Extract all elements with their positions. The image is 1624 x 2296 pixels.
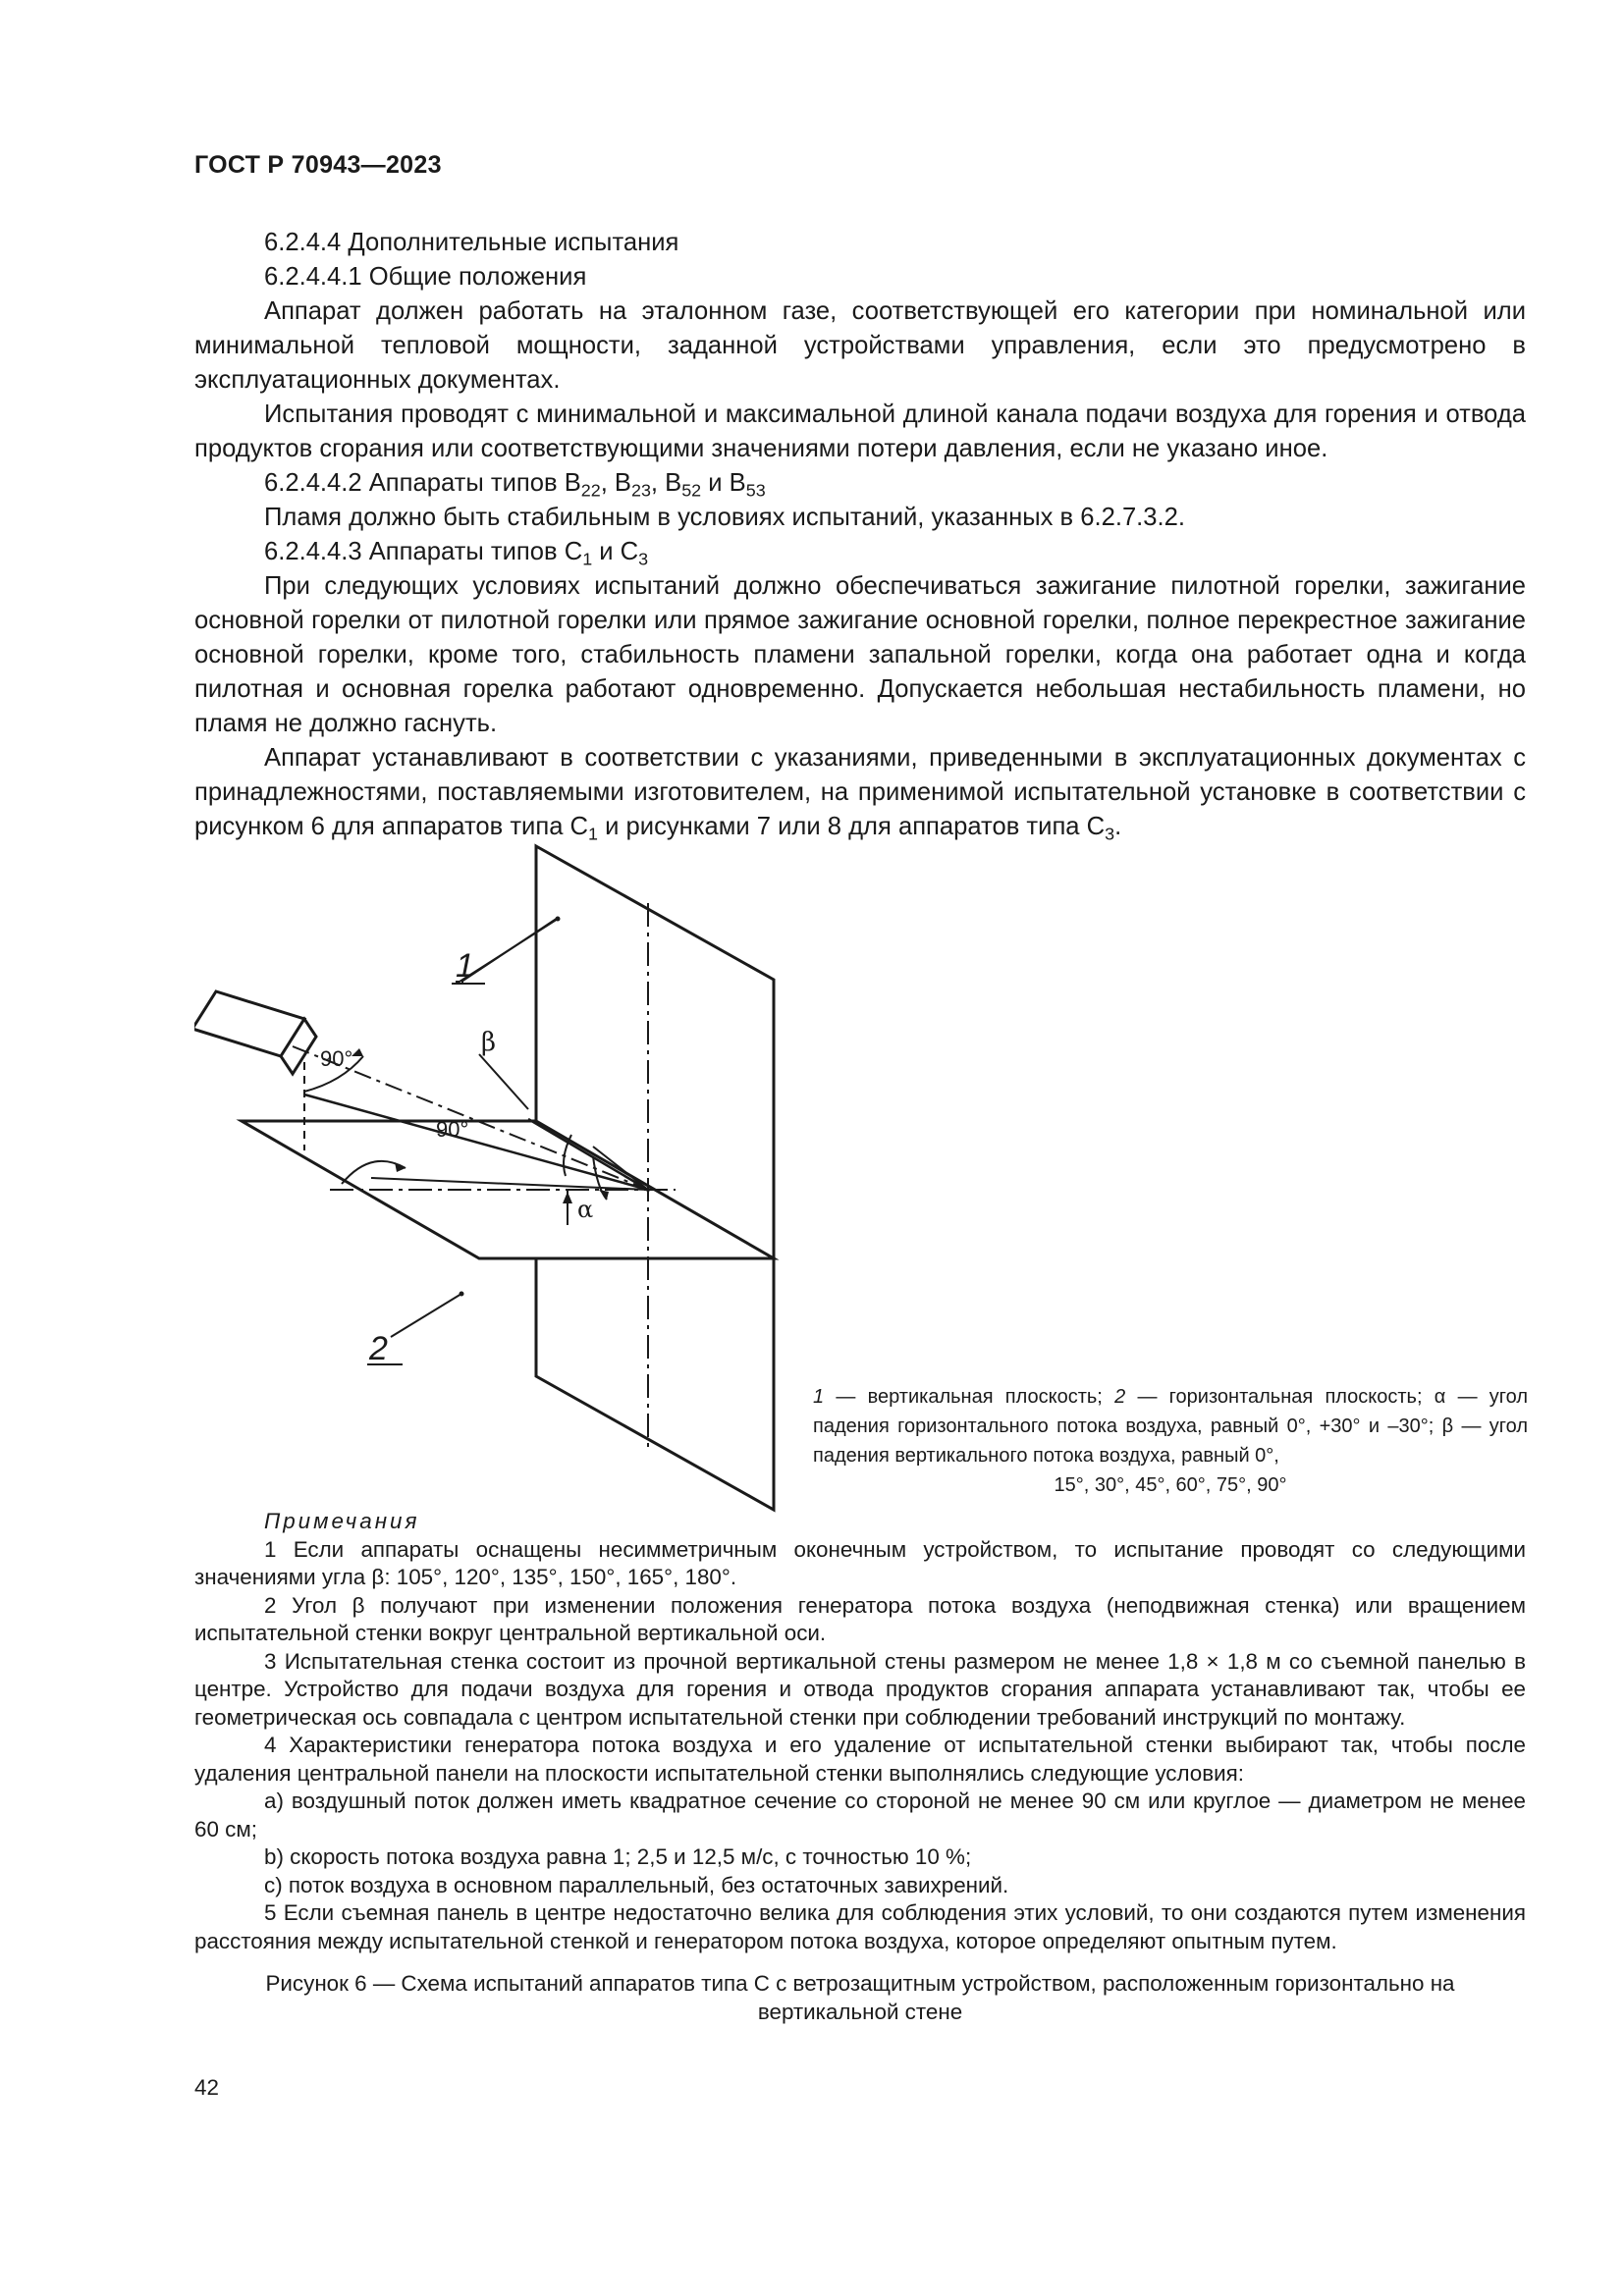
figure-legend: [813, 1382, 1528, 1500]
figure-6: [194, 834, 1529, 1522]
legend-text-2: — горизонтальная плоскость; α — угол падения горизонтального потока воздуха, равный 0°, +30° и –30°; β — угол падения вертикального потока воздуха, равный 0°,: [813, 1386, 1529, 1467]
figure-caption: Рисунок 6 — Схема испытаний аппаратов типа C с ветрозащитным устройством, расположенным горизонтально на вертикальной стене: [265, 1971, 1455, 2024]
note-3: 3 Испытательная стенка состоит из прочной вертикальной стены размером не менее 1,8 × 1,8 м со съемной панелью в центре. Устройство для подачи воздуха для горения и отвода продуктов сгорания аппарата устанавливают так, чтобы ее геометрическая ось совпадала с центром испытательной стенки при соблюдении требований инструкций по монтажу.: [194, 1648, 1526, 1730]
document-header: ГОСТ Р 70943—2023: [194, 151, 442, 179]
note-5: 5 Если съемная панель в центре недостаточно велика для соблюдения этих условий, то они создаются путем изменения расстояния между испытательной стенкой и генератором потока воздуха, которое определяют опытным путем.: [194, 1900, 1526, 1953]
section-6-2-4-4-2: 6.2.4.4.2 Аппараты типов $B_{22}$, $B_{23}$, $B_{52}$ и $B_{53}$: [264, 469, 766, 501]
label-angle-90-top: 90°: [320, 1046, 353, 1071]
label-beta: β: [481, 1028, 497, 1057]
paragraph-flame-stability: Пламя должно быть стабильным в условиях испытаний, указанных в 6.2.7.3.2.: [264, 504, 1185, 531]
label-plane-2: 2: [369, 1330, 388, 1367]
legend-number-2: 2: [1114, 1386, 1126, 1408]
note-4-a: a) воздушный поток должен иметь квадратное сечение со стороной не менее 90 см или круглое — диаметром не менее 60 см;: [194, 1789, 1526, 1842]
focus-point: [646, 1188, 650, 1192]
body-text: [194, 226, 1526, 844]
note-4-b: b) скорость потока воздуха равна 1; 2,5 и 12,5 м/с, с точностью 10 %;: [264, 1844, 972, 1869]
legend-text-1: — вертикальная плоскость;: [824, 1386, 1115, 1408]
notes-title: Примечания: [264, 1509, 420, 1533]
note-1: 1 Если аппараты оснащены несимметричным оконечным устройством, то испытание проводят со следующими значениями угла β: 105°, 120°, 135°, 150°, 165°, 180°.: [194, 1536, 1526, 1589]
notes-section: [194, 1508, 1526, 1955]
paragraph-ignition-conditions: При следующих условиях испытаний должно обеспечиваться зажигание пилотной горелки, зажигание основной горелки от пилотной горелки или прямое зажигание основной горелки, полное перекрестное зажигание основной горелки, кроме того, стабильность пламени запальной горелки, когда она работает одна и когда пилотная и основная горелка работают одновременно. Допускается небольшая нестабильность пламени, но пламя не должно гаснуть.: [194, 572, 1526, 737]
page-number: 42: [194, 2075, 219, 2100]
legend-number-1: 1: [813, 1386, 825, 1408]
section-6-2-4-4-3: 6.2.4.4.3 Аппараты типов $C_1$ и $C_3$: [264, 538, 649, 569]
paragraph-reference-gas: Аппарат должен работать на эталонном газе, соответствующей его категории при номинальной или минимальной тепловой мощности, заданной устройствами управления, если это предусмотрено в эксплуатационных документах.: [194, 297, 1526, 394]
paragraph-installation: Аппарат устанавливают в соответствии с указаниями, приведенными в эксплуатационных документах с принадлежностями, поставляемыми изготовителем, на применимой испытательной установке в соответствии с рисунком 6 для аппаратов типа $C_1$ и рисунками 7 или 8 для аппаратов типа $C_3$.: [194, 744, 1526, 844]
arrow-head: [352, 1048, 363, 1056]
leader-beta: [479, 1054, 528, 1109]
label-angle-90-bottom: 90°: [436, 1117, 469, 1142]
label-alpha: α: [577, 1196, 594, 1223]
label-plane-1: 1: [456, 947, 474, 985]
leader-2-line: [391, 1294, 461, 1337]
note-4: 4 Характеристики генератора потока воздуха и его удаление от испытательной стенки выбирают так, чтобы после удаления центральной панели на плоскости испытательной стенки выполнялись следующие условия:: [194, 1733, 1526, 1786]
marker-dot-2: [460, 1292, 464, 1297]
section-6-2-4-4: 6.2.4.4 Дополнительные испытания: [264, 229, 679, 256]
section-6-2-4-4-1: 6.2.4.4.1 Общие положения: [264, 263, 587, 291]
paragraph-channel-length: Испытания проводят с минимальной и максимальной длиной канала подачи воздуха для горения и отвода продуктов сгорания или соответствующими значениями потери давления, если не указано иное.: [194, 400, 1526, 462]
note-4-c: c) поток воздуха в основном параллельный, без остаточных завихрений.: [264, 1872, 1009, 1897]
marker-dot-1: [556, 917, 561, 922]
legend-text-3: 15°, 30°, 45°, 60°, 75°, 90°: [1054, 1474, 1287, 1496]
note-2: 2 Угол β получают при изменении положения генератора потока воздуха (неподвижная стенка) или вращением испытательной стенки вокруг центральной вертикальной оси.: [194, 1592, 1526, 1645]
